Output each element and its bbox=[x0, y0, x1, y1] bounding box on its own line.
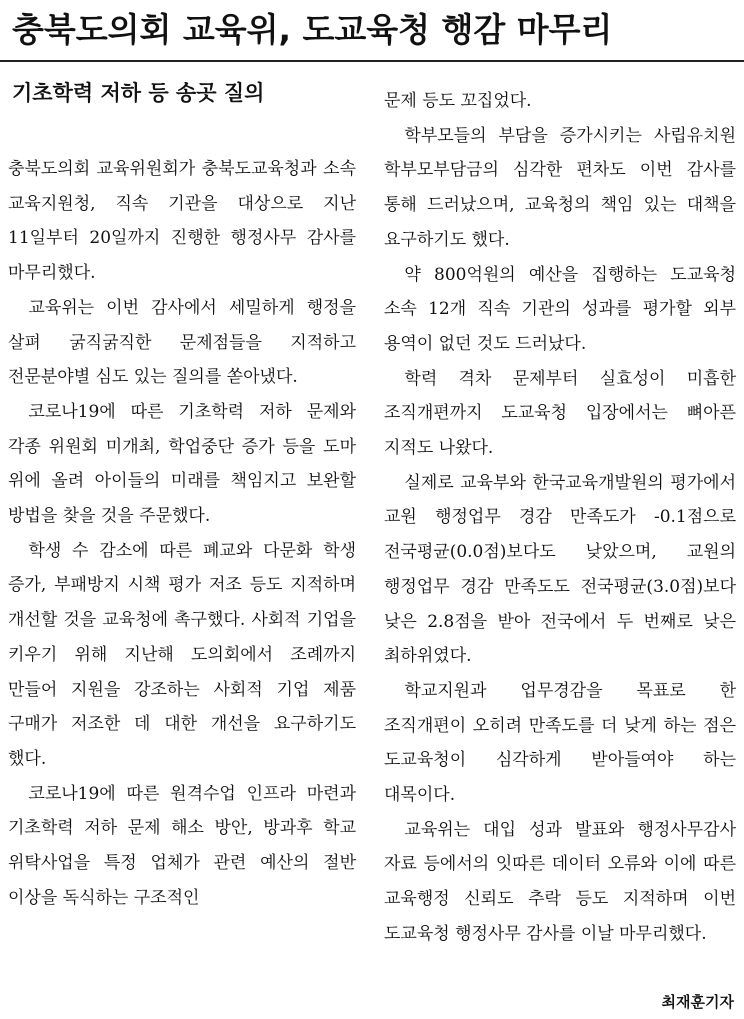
article-subhead: 기초학력 저하 등 송곳 질의 bbox=[12, 81, 265, 105]
paragraph: 약 800억원의 예산을 집행하는 도교육청 소속 12개 직속 기관의 성과를 평가할 외부 용역이 없던 것도 드러났다. bbox=[384, 264, 736, 354]
paragraph: 학교지원과 업무경감을 목표로 한 조직개편이 오히려 만족도를 더 낮게 하는 점은 도교육청이 심각하게 받아들여야 하는 대목이다. bbox=[384, 680, 736, 806]
paragraph: 학부모들의 부담을 증가시키는 사립유치원 학부모부담금의 심각한 편차도 이번 감사를 통해 드러났으며, 교육청의 책임 있는 대책을 요구하기도 했다. bbox=[384, 125, 736, 250]
article-column-right bbox=[384, 84, 736, 952]
paragraph: 문제 등도 꼬집었다. bbox=[384, 91, 532, 111]
paragraph: 교육위는 이번 감사에서 세밀하게 행정을 살펴 굵직굵직한 문제점들을 지적하고 전문분야별 심도 있는 질의를 쏟아냈다. bbox=[8, 297, 356, 388]
paragraph: 학력 격차 문제부터 실효성이 미흡한 조직개편까지 도교육청 입장에서는 뼈아픈 지적도 나왔다. bbox=[384, 368, 736, 459]
article-headline: 충북도의회 교육위, 도교육청 행감 마무리 bbox=[12, 10, 613, 49]
paragraph: 코로나19에 따른 기초학력 저하 문제와 각종 위원회 미개최, 학업중단 증가 등을 도마 위에 올려 아이들의 미래를 책임지고 보완할 방법을 찾을 것을 주문했다. bbox=[8, 401, 356, 527]
article-column-left bbox=[8, 76, 356, 915]
paragraph: 충북도의회 교육위원회가 충북도교육청과 소속 교육지원청, 직속 기관을 대상으로 지난 11일부터 20일까지 진행한 행정사무 감사를 마무리했다. bbox=[8, 159, 356, 284]
paragraph: 실제로 교육부와 한국교육개발원의 평가에서 교원 행정업무 경감 만족도가 -0.1점으로 전국평균(0.0점)보다도 낮았으며, 교원의 행정업무 경감 만족도도 전국평균(3.0점)보다 낮은 2.8점을 받아 전국에서 두 번째로 낮은 최하위였다. bbox=[384, 472, 736, 667]
paragraph: 학생 수 감소에 따른 폐교와 다문화 학생 증가, 부패방지 시책 평가 저조 등도 지적하며 개선할 것을 교육청에 촉구했다. 사회적 기업을 키우기 위해 지난해 도의회에서 조례까지 만들어 지원을 강조하는 사회적 기업 제품 구매가 저조한 데 대한 개선을 요구하기도 했다. bbox=[8, 540, 356, 769]
article-byline: 최재훈기자 bbox=[656, 991, 734, 1013]
paragraph: 교육위는 대입 성과 발표와 행정사무감사 자료 등에서의 잇따른 데이터 오류와 이에 따른 교육행정 신뢰도 추락 등도 지적하며 이번 도교육청 행정사무 감사를 이날 마무리했다. bbox=[384, 819, 736, 944]
headline-rule bbox=[0, 60, 744, 62]
paragraph: 코로나19에 따른 원격수업 인프라 마련과 기초학력 저하 문제 해소 방안, 방과후 학교 위탁사업을 특정 업체가 관련 예산의 절반 이상을 독식하는 구조적인 bbox=[8, 783, 356, 908]
